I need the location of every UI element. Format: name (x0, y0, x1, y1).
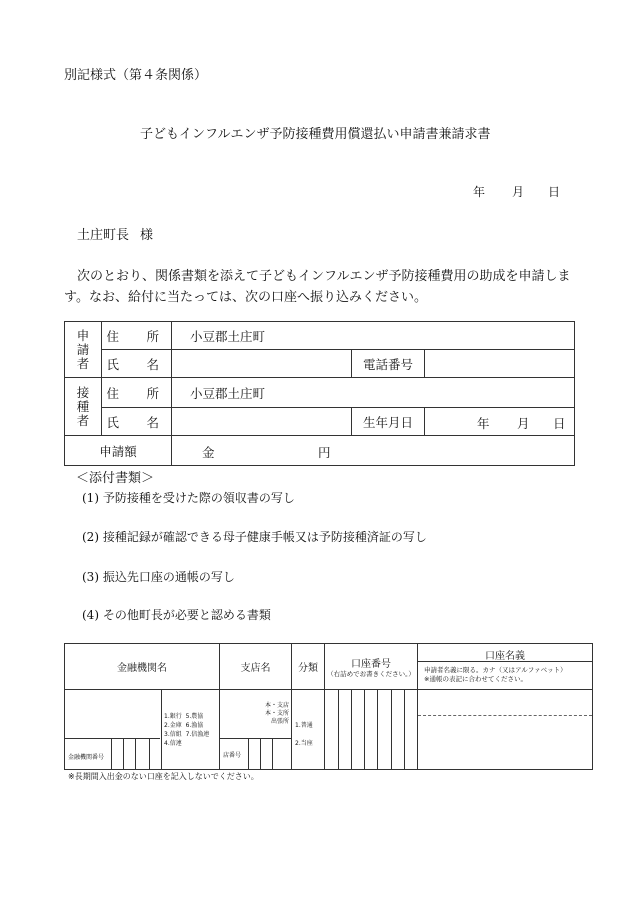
bank-type-5: 5.農協 (185, 713, 204, 720)
bank-type-2: 2.金庫 (164, 722, 182, 729)
attachment-item-1: (1) 予防接種を受けた際の領収書の写し (82, 491, 295, 505)
account-holder-field[interactable] (418, 690, 593, 770)
body-text-line2: す。なお、給付に当たっては、次の口座へ振り込みください。 (64, 290, 427, 305)
bank-type-3: 3.信組 (164, 731, 182, 738)
account-number-header-cell (325, 644, 418, 690)
birthdate-label: 生年月日 (352, 408, 425, 436)
vaccinee-address-label: 住 所 (102, 378, 172, 408)
form-label: 別記様式（第４条関係） (64, 68, 208, 83)
bank-type-options (164, 712, 209, 748)
applicant-name-field[interactable] (172, 350, 352, 378)
account-holder-header: 口座名義 (485, 651, 525, 662)
birth-day-label: 日 (553, 415, 566, 431)
branch-code-label: 店番号 (223, 752, 242, 759)
applicant-section-header (65, 322, 102, 378)
attachment-item-2: (2) 接種記録が確認できる母子健康手帳又は予防接種済証の写し (82, 530, 427, 544)
birth-month-label: 月 (517, 415, 530, 431)
applicant-name-label: 氏 名 (102, 350, 172, 378)
bank-account-table (64, 643, 593, 770)
branch-type-3: 出張所 (270, 718, 289, 725)
addressee-name: 土庄町長 (77, 228, 130, 243)
date-year-label: 年 (473, 185, 486, 199)
vaccinee-section-header (65, 378, 102, 436)
applicant-header-text: 申 請 者 (76, 327, 90, 371)
account-holder-note-1: 申請者名義に限る。カナ（又はアルファベット） (424, 666, 567, 674)
account-number-header: 口座番号 (351, 658, 391, 670)
birthdate-field[interactable] (425, 408, 575, 436)
bank-type-7: 7.信漁連 (185, 731, 210, 738)
document-title: 子どもインフルエンザ予防接種費用償還払い申請書兼請求書 (140, 127, 491, 142)
branch-name-field[interactable] (220, 690, 292, 770)
bank-name-header: 金融機関名 (65, 644, 220, 690)
bank-type-1: 1.銀行 (164, 713, 182, 720)
bank-type-4: 4.信連 (164, 740, 182, 747)
bank-footnote: ※長期間入出金のない口座を記入しないでください。 (68, 772, 259, 781)
bank-name-field[interactable] (65, 690, 220, 770)
bank-type-6: 6.漁協 (185, 722, 204, 729)
phone-label: 電話番号 (352, 350, 425, 378)
body-text-line1: 次のとおり、関係書類を添えて子どもインフルエンザ予防接種費用の助成を申請しま (77, 269, 571, 284)
applicant-address-field[interactable]: 小豆郡土庄町 (172, 322, 575, 350)
bank-code-label: 金融機関番号 (68, 754, 105, 761)
applicant-address-label: 住 所 (102, 322, 172, 350)
account-holder-header-cell (418, 644, 593, 690)
amount-unit: 円 (318, 444, 331, 460)
branch-type-1: 本・支店 (264, 702, 289, 709)
attachment-item-4: (4) その他町長が必要と認める書類 (82, 608, 271, 622)
vaccinee-header-text: 接 種 者 (76, 384, 90, 428)
phone-field[interactable] (425, 350, 575, 378)
branch-type-options (265, 702, 289, 726)
addressee-honorific: 様 (140, 228, 154, 243)
birth-year-label: 年 (477, 415, 490, 431)
account-type-ordinary: 1.普通 (295, 722, 313, 729)
branch-type-2: 本・支所 (264, 710, 289, 717)
amount-prefix: 金 (202, 444, 215, 460)
account-type-header: 分類 (292, 644, 325, 690)
account-type-field[interactable] (292, 690, 325, 770)
vaccinee-address-field[interactable]: 小豆郡土庄町 (172, 378, 575, 408)
branch-name-header: 支店名 (220, 644, 292, 690)
vaccinee-name-field[interactable] (172, 408, 352, 436)
account-number-note: （右詰めでお書きください。） (327, 669, 415, 678)
date-month-label: 月 (512, 185, 525, 199)
amount-field[interactable] (172, 436, 575, 466)
account-type-current: 2.当座 (295, 740, 313, 747)
attachment-item-3: (3) 振込先口座の通帳の写し (82, 570, 235, 584)
amount-label: 申請額 (65, 436, 172, 466)
attachments-heading: ＜添付書類＞ (76, 471, 155, 486)
date-day-label: 日 (548, 185, 561, 199)
account-number-field[interactable] (325, 690, 418, 770)
account-holder-note-2: ※通帳の表記に合わせてください。 (424, 675, 527, 683)
applicant-table (64, 321, 575, 466)
vaccinee-name-label: 氏 名 (102, 408, 172, 436)
